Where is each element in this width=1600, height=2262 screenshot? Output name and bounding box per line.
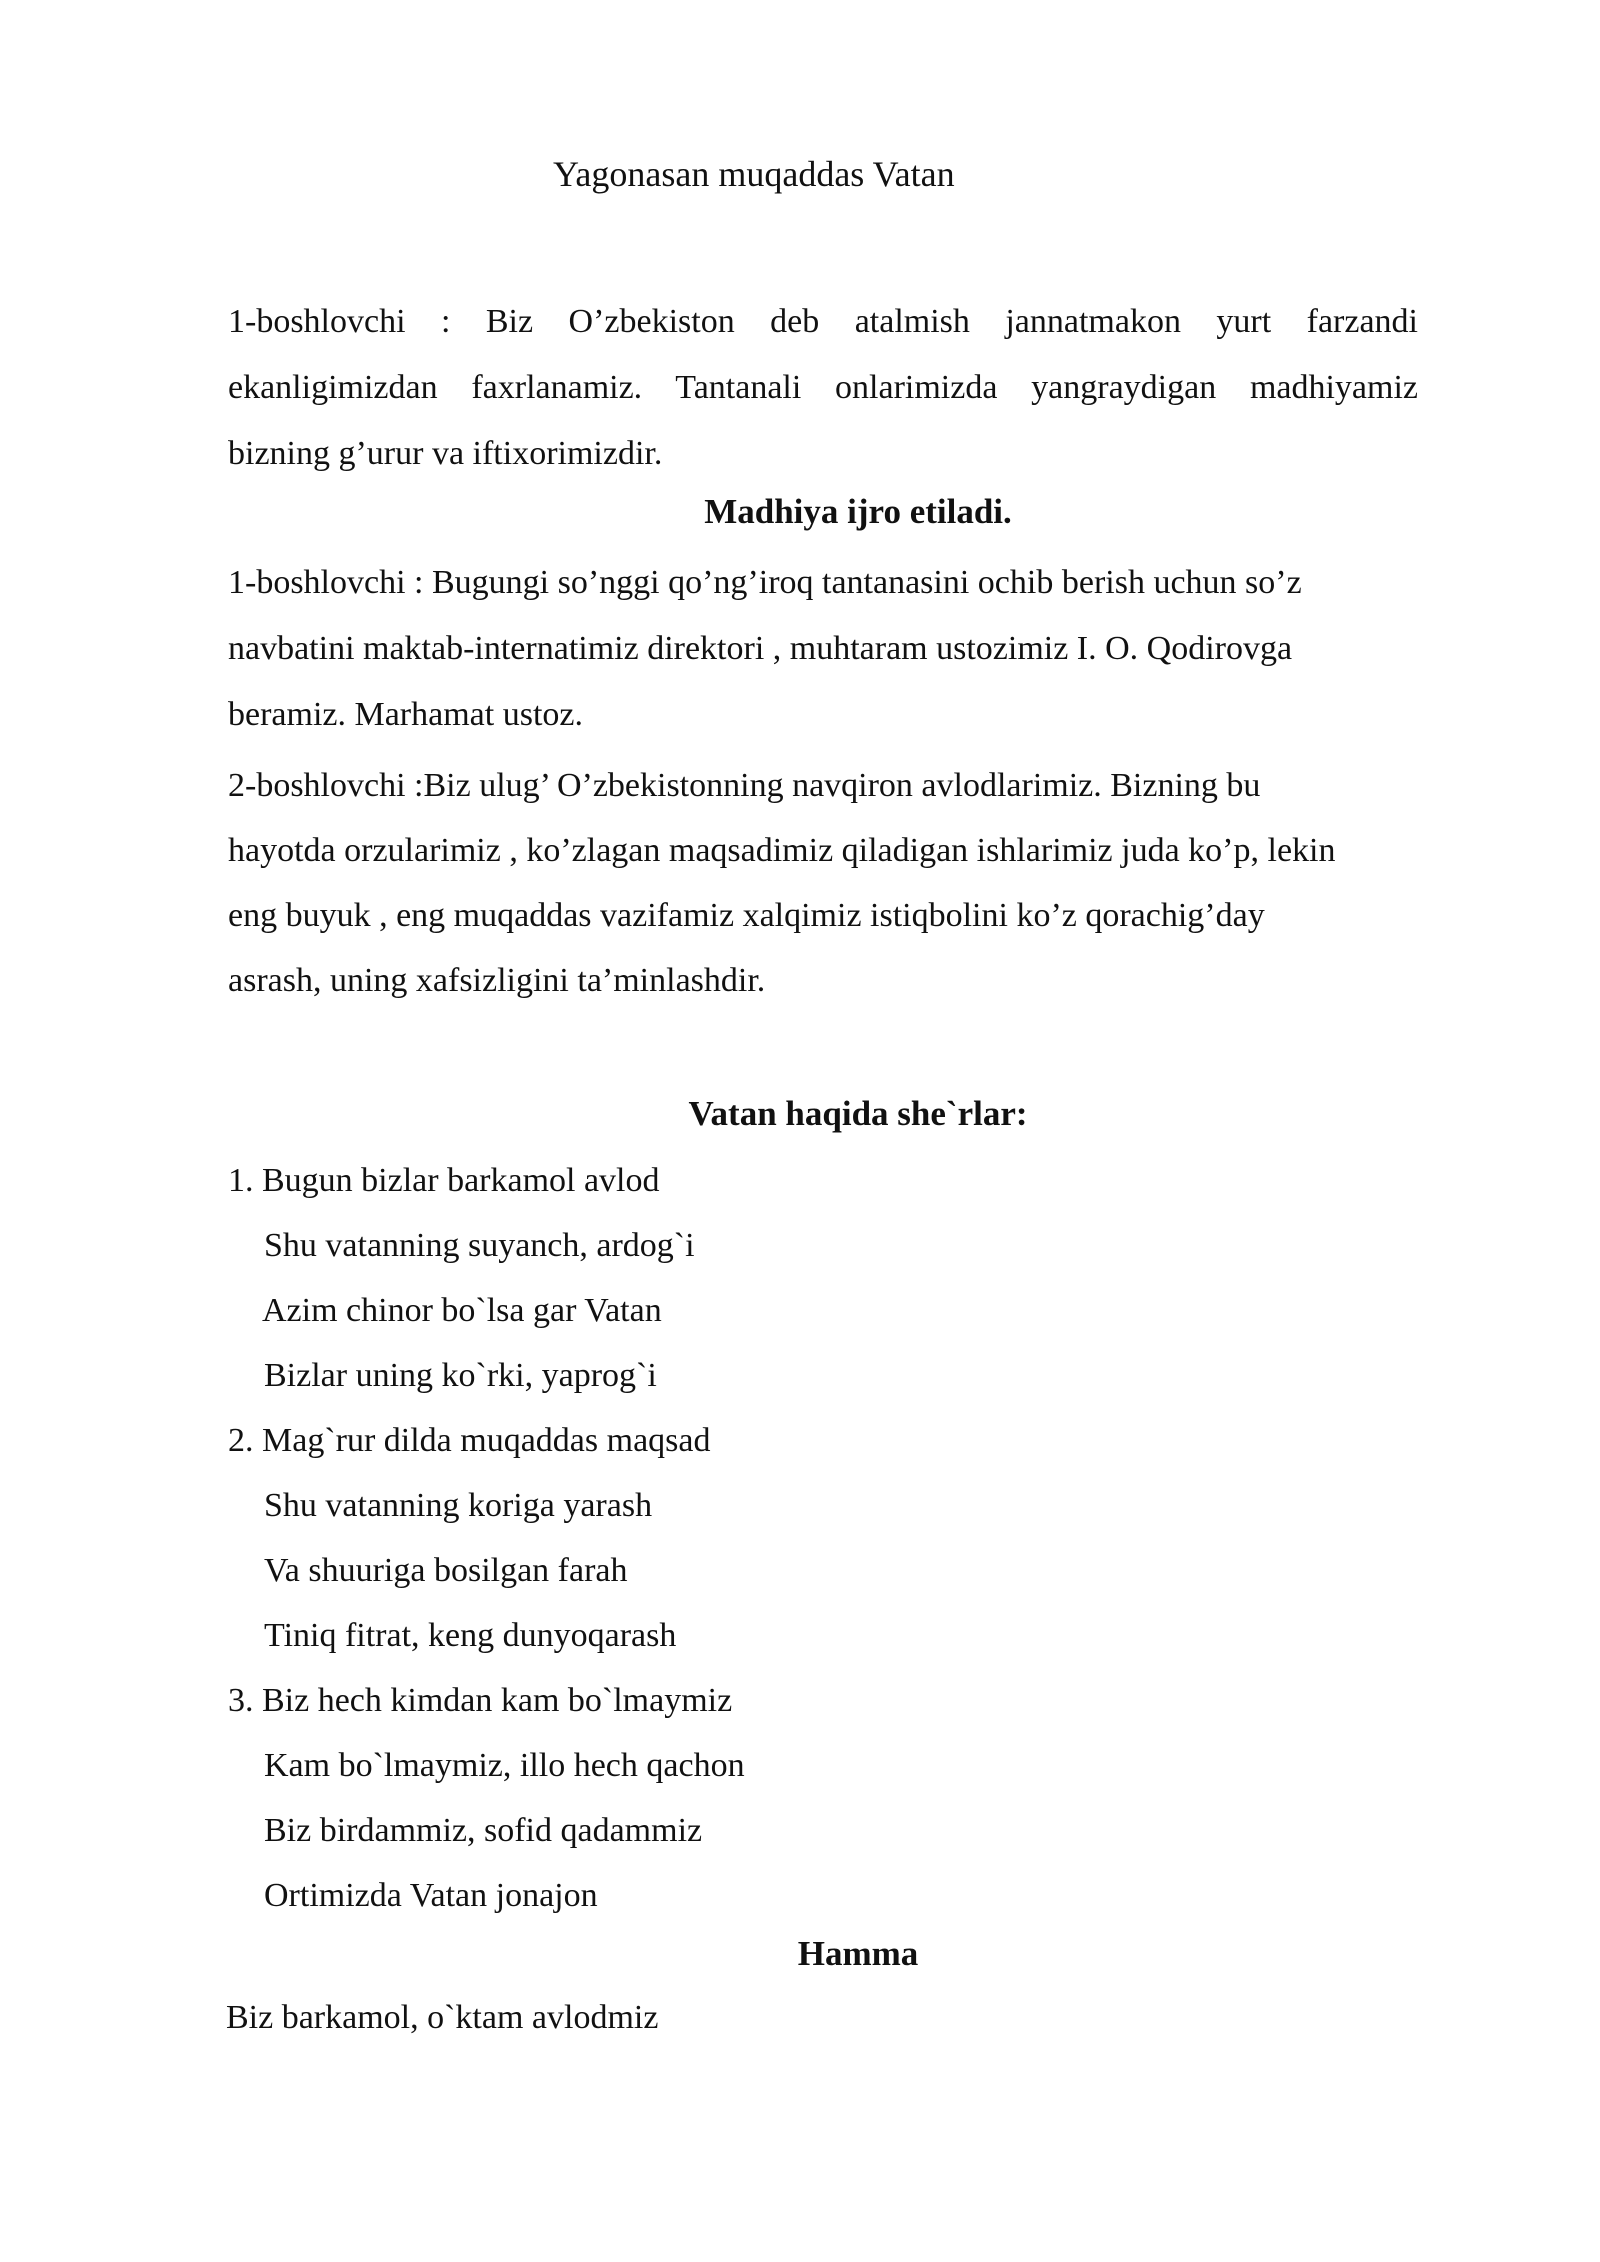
para3-line-3: eng buyuk , eng muqaddas vazifamiz xalqimiz istiqbolini ko’z qorachig’day xyxy=(228,897,1265,934)
intro-paragraph xyxy=(228,289,1418,487)
poem-line: Shu vatanning koriga yarash xyxy=(264,1487,653,1524)
poem-line: 2. Mag`rur dilda muqaddas maqsad xyxy=(228,1422,711,1459)
poem-line: Bizlar uning ko`rki, yaprog`i xyxy=(264,1357,657,1394)
paragraph-3 xyxy=(228,753,1418,1013)
anthem-heading: Madhiya ijro etiladi. xyxy=(704,492,1012,531)
para3-line-1: 2-boshlovchi :Biz ulug’ O’zbekistonning navqiron avlodlarimiz. Bizning bu xyxy=(228,767,1261,804)
para2-line-2: navbatini maktab-internatimiz direktori , muhtaram ustozimiz I. O. Qodirovga xyxy=(228,630,1293,667)
para3-line-2: hayotda orzularimiz , ko’zlagan maqsadimiz qiladigan ishlarimiz juda ko’p, lekin xyxy=(228,832,1336,869)
poem xyxy=(228,1148,745,1928)
poem-line: 1. Bugun bizlar barkamol avlod xyxy=(228,1162,660,1199)
final-line: Biz barkamol, o`ktam avlodmiz xyxy=(226,1999,659,2036)
intro-line-2: ekanligimizdan faxrlanamiz. Tantanali onlarimizda yangraydigan madhiyamiz xyxy=(228,369,1418,406)
poem-line: Biz birdammiz, sofid qadammiz xyxy=(264,1812,703,1849)
intro-line-3: bizning g’urur va iftixorimizdir. xyxy=(228,435,663,472)
poem-line: Tiniq fitrat, keng dunyoqarash xyxy=(264,1617,677,1654)
all-heading: Hamma xyxy=(797,1934,919,1973)
document-title: Yagonasan muqaddas Vatan xyxy=(553,154,955,194)
poem-line: Va shuuriga bosilgan farah xyxy=(264,1552,628,1589)
poems-heading: Vatan haqida she`rlar: xyxy=(688,1094,1028,1133)
para2-line-3: beramiz. Marhamat ustoz. xyxy=(228,696,583,733)
poem-line: Shu vatanning suyanch, ardog`i xyxy=(264,1227,695,1264)
para2-line-1: 1-boshlovchi : Bugungi so’nggi qo’ng’iroq tantanasini ochib berish uchun so’z xyxy=(228,564,1302,601)
poem-line: Kam bo`lmaymiz, illo hech qachon xyxy=(264,1747,745,1784)
poem-line: Azim chinor bo`lsa gar Vatan xyxy=(262,1292,662,1329)
para3-line-4: asrash, uning xafsizligini ta’minlashdir. xyxy=(228,962,766,999)
paragraph-2 xyxy=(228,550,1418,748)
poem-line: Ortimizda Vatan jonajon xyxy=(264,1877,598,1914)
intro-line-1: 1-boshlovchi : Biz O’zbekiston deb atalmish jannatmakon yurt farzandi xyxy=(228,303,1418,340)
poem-line: 3. Biz hech kimdan kam bo`lmaymiz xyxy=(228,1682,733,1719)
